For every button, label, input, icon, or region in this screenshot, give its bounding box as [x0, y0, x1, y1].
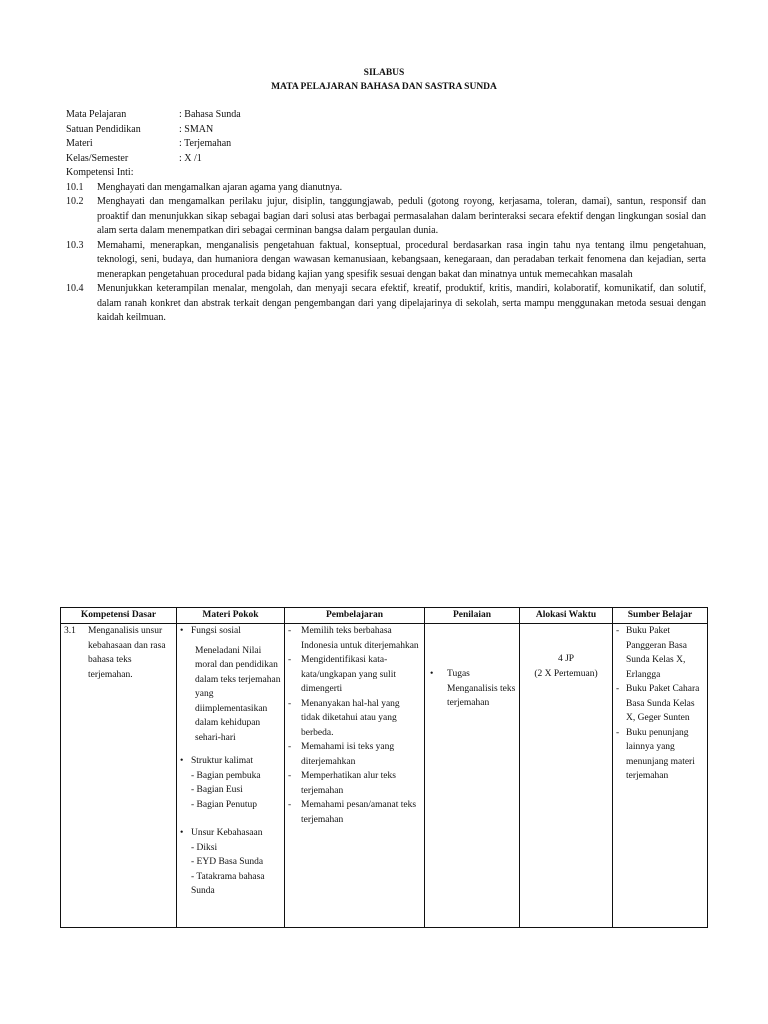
materi-sub: - Bagian Penutup — [191, 799, 257, 810]
info-row-mata-pelajaran — [66, 108, 706, 123]
ki-item — [66, 239, 706, 283]
header-kompetensi-dasar: Kompetensi Dasar — [61, 608, 177, 624]
info-label: Materi — [66, 138, 93, 149]
kd-text: Menganalisis unsur kebahasaan dan rasa bahasa teks terjemahan. — [88, 626, 166, 680]
alokasi-jp: 4 JP — [557, 654, 575, 664]
bullet-icon: • — [180, 756, 184, 766]
info-row-materi — [66, 137, 706, 152]
materi-sub: - Bagian Eusi — [191, 785, 243, 795]
materi-sub: - EYD Basa Sunda — [191, 857, 264, 867]
list-item: - Menanyakan hal-hal yang tidak diketahui atau yang berbeda. — [288, 698, 400, 738]
list-item: - Memahami pesan/amanat teks terjemahan — [288, 800, 417, 825]
ki-number: 10.4 — [66, 283, 84, 294]
ki-number: 10.1 — [66, 181, 84, 193]
materi-sub: Meneladani Nilai moral dan pendidikan dalam teks terjemahan yang diimplementasikan dalam kehidupan sehari-hari — [195, 645, 281, 743]
materi-sub: - Bagian pembuka — [191, 770, 261, 781]
ki-text: Menunjukkan keterampilan menalar, mengolah, dan menyaji secara efektif, kreatif, produktif, kritis, mandiri, kolaboratif, komunikatif, dan solutif, dalam ranah konkret dan abstrak terkait dengan pengembangan dari yang dipelajarinya di sekolah, serta mampu menggunakan metoda sesuai dengan kaidah keilmuan. — [97, 283, 706, 323]
cell-materi-pokok — [177, 624, 285, 928]
penilaian-item — [428, 667, 516, 711]
header-materi-pokok: Materi Pokok — [177, 608, 285, 624]
cell-kompetensi-dasar — [61, 624, 177, 928]
materi-title: Unsur Kebahasaan — [191, 828, 263, 838]
info-value: : X /1 — [179, 152, 202, 164]
materi-title: Struktur kalimat — [191, 756, 254, 766]
materi-group — [180, 826, 281, 899]
info-value: : SMAN — [179, 123, 214, 135]
ki-item — [66, 181, 706, 196]
table-row — [61, 624, 708, 928]
cell-alokasi-waktu — [520, 624, 613, 928]
penilaian-text: Tugas Menganalisis teks terjemahan — [447, 669, 516, 708]
kd-number: 3.1 — [64, 626, 76, 636]
info-row-kelas-semester — [66, 152, 706, 167]
ki-text: Menghayati dan mengamalkan perilaku jujur, disiplin, tanggungjawab, peduli (gotong royong, kerjasama, toleran, damai), santun, responsif dan proaktif dan menunjukkan sikap sebagai bagian dari solusi atas berbagai permasalahan dalam berinteraksi secara efektif dengan lingkungan sosial dan alam serta dalam menempatkan diri sebagai cerminan bangsa dalam pergaulan dunia. — [97, 196, 706, 236]
info-value: : Bahasa Sunda — [179, 109, 241, 120]
bullet-icon: • — [430, 669, 434, 679]
list-item: - Buku Paket Cahara Basa Sunda Kelas X, Geger Sunten — [616, 684, 700, 723]
list-item: - Buku Paket Panggeran Basa Sunda Kelas X, Erlangga — [616, 626, 687, 680]
bullet-icon: • — [180, 626, 184, 636]
materi-sub: - Diksi — [191, 842, 218, 853]
table-header-row — [61, 608, 708, 624]
ki-item — [66, 282, 706, 326]
materi-group — [180, 754, 281, 812]
cell-penilaian — [425, 624, 520, 928]
cell-pembelajaran — [285, 624, 425, 928]
info-label: Satuan Pendidikan — [66, 123, 141, 135]
alokasi-pertemuan: (2 X Pertemuan) — [534, 668, 598, 679]
header-alokasi-waktu: Alokasi Waktu — [520, 608, 613, 624]
ki-text: Menghayati dan mengamalkan ajaran agama yang dianutnya. — [97, 181, 343, 193]
materi-title: Fungsi sosial — [191, 626, 241, 636]
header-sumber-belajar: Sumber Belajar — [613, 608, 708, 624]
info-row-satuan-pendidikan — [66, 123, 706, 138]
document-subtitle: MATA PELAJARAN BAHASA DAN SASTRA SUNDA — [271, 82, 497, 92]
ki-number: 10.3 — [66, 239, 84, 251]
info-label: Mata Pelajaran — [66, 109, 127, 120]
list-item: - Memahami isi teks yang diterjemahkan — [288, 742, 395, 767]
materi-group — [180, 624, 281, 745]
syllabus-table — [60, 607, 708, 928]
cell-sumber-belajar — [613, 624, 708, 928]
list-item: - Memperhatikan alur teks terjemahan — [288, 771, 396, 796]
list-item: - Memilih teks berbahasa Indonesia untuk diterjemahkan — [288, 626, 419, 651]
list-item: - Buku penunjang lainnya yang menunjang materi terjemahan — [616, 727, 695, 781]
document-title: SILABUS — [363, 68, 405, 78]
ki-heading: Kompetensi Inti: — [66, 167, 134, 178]
list-item: - Mengidentifikasi kata-kata/ungkapan yang sulit dimengerti — [288, 655, 396, 694]
info-label: Kelas/Semester — [66, 152, 129, 164]
bullet-icon: • — [180, 828, 184, 838]
ki-number: 10.2 — [66, 196, 84, 207]
materi-sub: - Tatakrama bahasa Sunda — [191, 871, 265, 896]
header-penilaian: Penilaian — [425, 608, 520, 624]
info-block — [66, 108, 706, 326]
ki-text: Memahami, menerapkan, menganalisis pengetahuan faktual, konseptual, procedural berdasarkan rasa ingin tahu nya tentang ilmu pengetahuan, teknologi, seni, budaya, dan humaniora dengan wawasan kemanusiaan, kebangsaan, kenegaraan, dan peradaban terkait fenomena dan kejadian, serta menerapkan pengetahuan procedural pada bidang kajian yang spesifik sesuai dengan bakat dan minatnya untuk memecahkan masalah — [97, 239, 706, 280]
header-pembelajaran: Pembelajaran — [285, 608, 425, 624]
info-value: : Terjemahan — [179, 138, 232, 149]
ki-item — [66, 195, 706, 239]
